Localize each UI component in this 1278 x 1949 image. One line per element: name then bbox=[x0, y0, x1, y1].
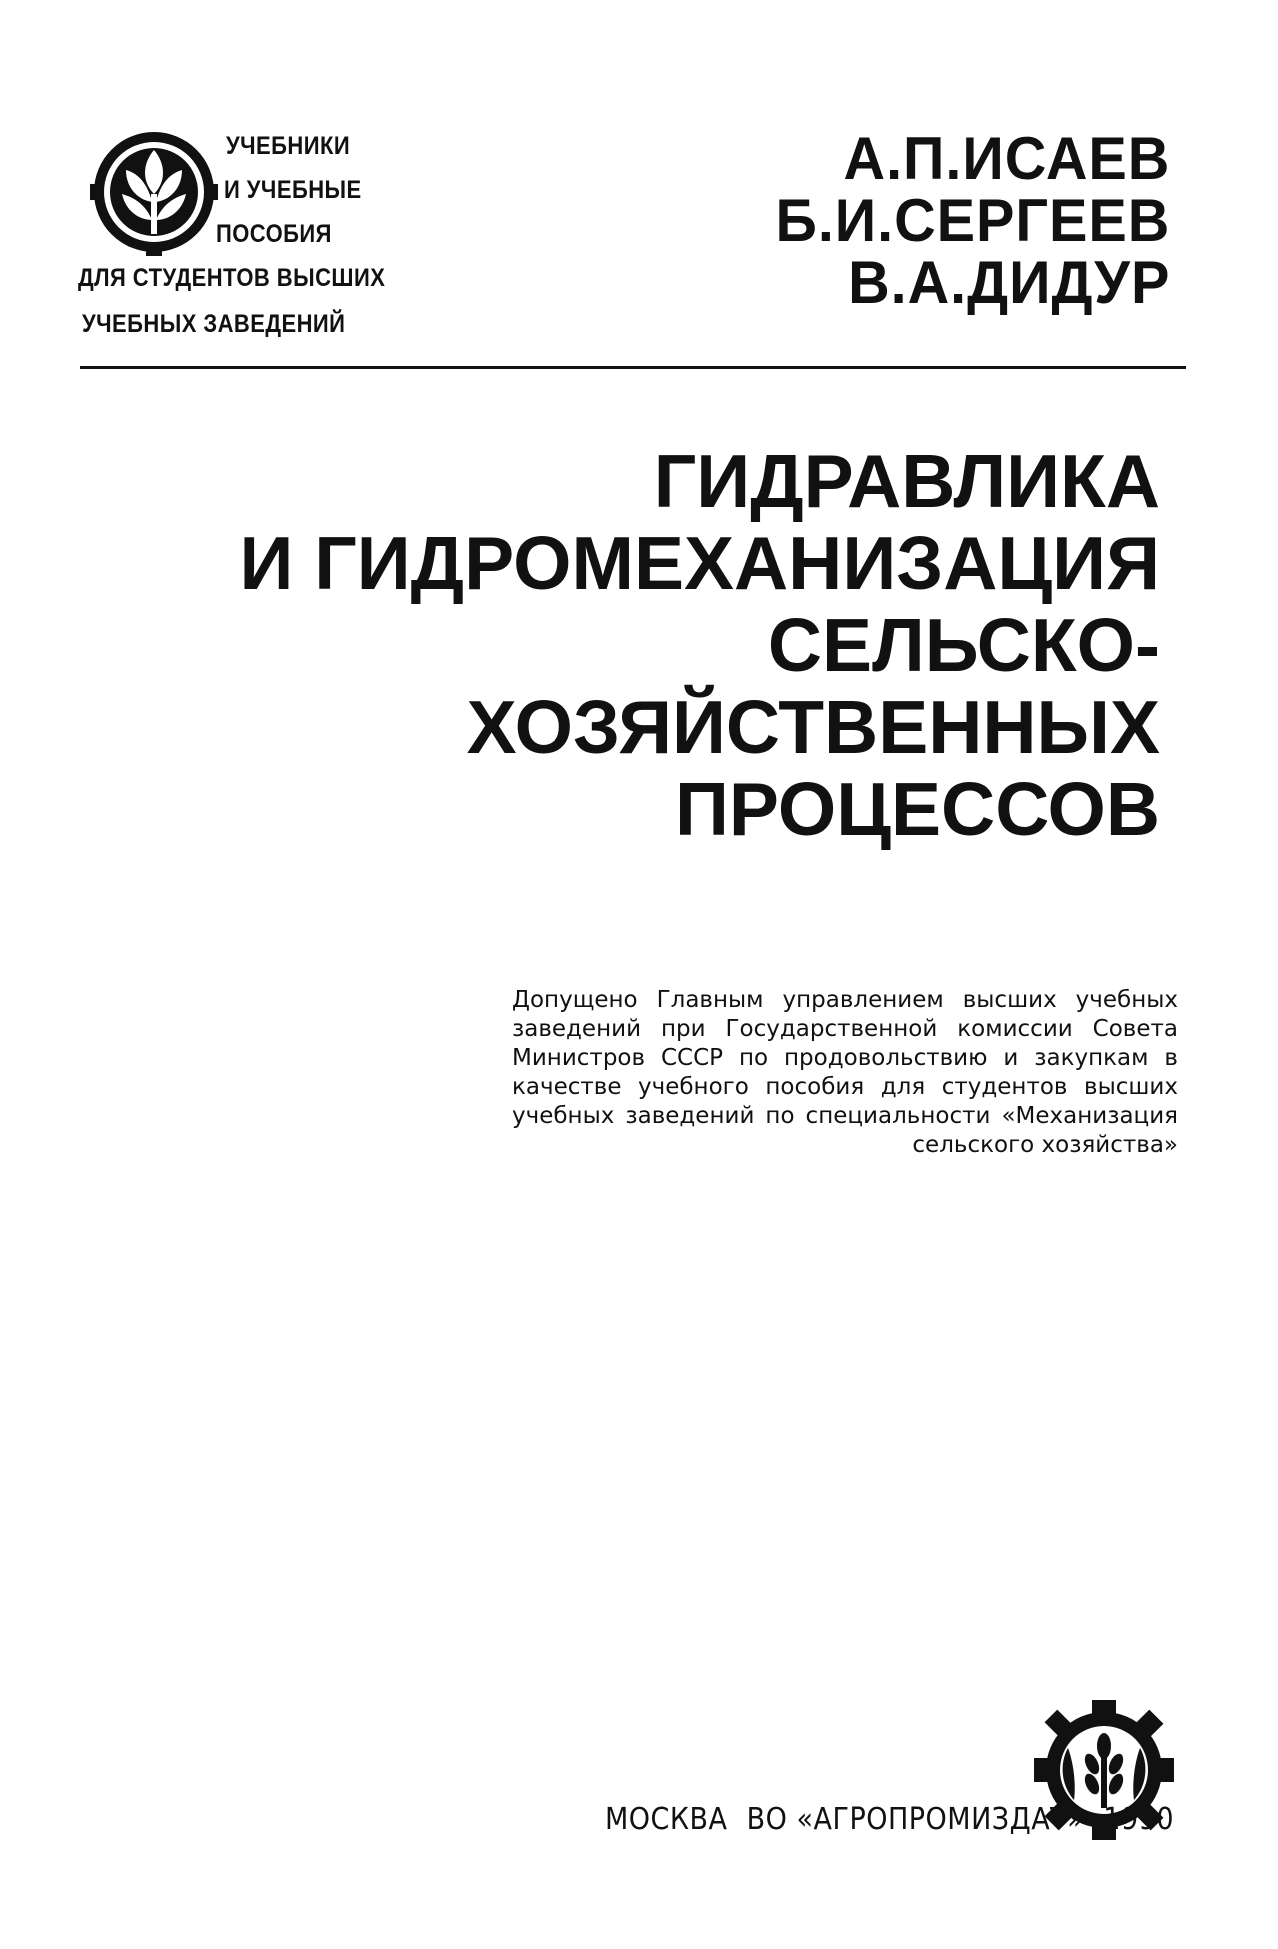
author-1: А.П.ИСАЕВ bbox=[843, 125, 1170, 192]
title-line-3: СЕЛЬСКО- bbox=[767, 603, 1160, 687]
series-line-1: УЧЕБНИКИ bbox=[226, 132, 351, 160]
approval-statement: Допущено Главным управлением высших учебных заведений при Государственной комиссии Совета Министров СССР по продовольствию и закупкам в качестве учебного пособия для студентов высших учебных заведений по специальности «Механизация сельского хозяйства» bbox=[512, 987, 1178, 1158]
imprint bbox=[605, 1802, 1174, 1837]
authors bbox=[759, 125, 1170, 316]
series-line-4: ДЛЯ СТУДЕНТОВ ВЫСШИХ bbox=[78, 264, 386, 292]
title-line-1: ГИДРАВЛИКА bbox=[653, 439, 1160, 523]
series-block bbox=[78, 118, 418, 348]
book-title bbox=[240, 440, 1160, 850]
header-rule bbox=[80, 366, 1186, 369]
author-2: Б.И.СЕРГЕЕВ bbox=[775, 187, 1170, 254]
imprint-publisher: ВО «АГРОПРОМИЗДАТ» bbox=[746, 1802, 1085, 1837]
series-line-3: ПОСОБИЯ bbox=[216, 220, 332, 248]
title-line-2: И ГИДРОМЕХАНИЗАЦИЯ bbox=[239, 521, 1160, 605]
imprint-city: МОСКВА bbox=[604, 1802, 728, 1837]
series-line-2: И УЧЕБНЫЕ bbox=[224, 176, 362, 204]
leaves-in-gear-emblem-icon bbox=[86, 124, 222, 260]
series-line-5: УЧЕБНЫХ ЗАВЕДЕНИЙ bbox=[82, 310, 346, 338]
title-line-4: ХОЗЯЙСТВЕННЫХ bbox=[466, 685, 1160, 769]
title-line-5: ПРОЦЕССОВ bbox=[674, 767, 1160, 851]
imprint-year: 1990 bbox=[1103, 1802, 1174, 1837]
author-3: В.А.ДИДУР bbox=[847, 249, 1170, 316]
